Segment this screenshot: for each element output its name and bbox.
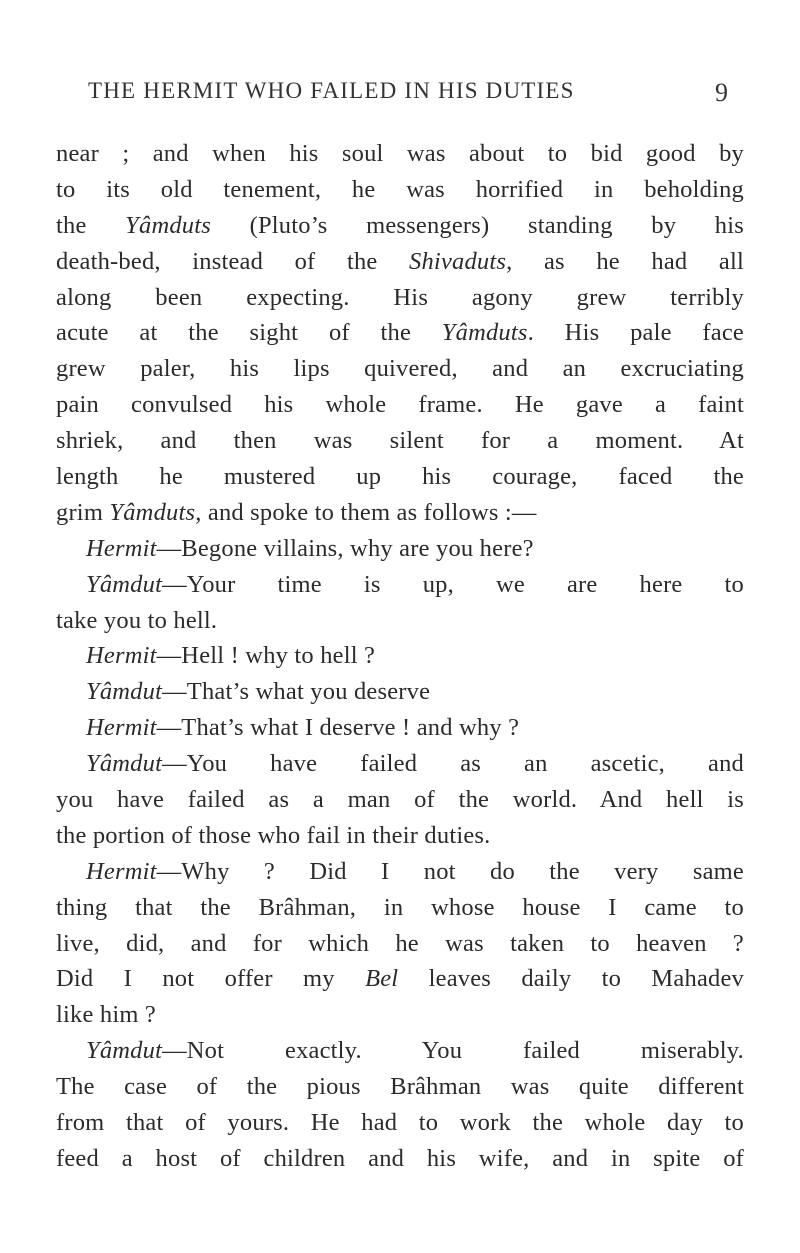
text-line (56, 315, 744, 351)
italic-term: Yâmdut (86, 1037, 163, 1065)
text-segment: , as he had all (506, 247, 744, 275)
italic-term: Bel (365, 965, 399, 993)
italic-term: Yâmdut (86, 750, 163, 778)
text-segment: feed a host of children and his wife, and in spite of (56, 1144, 744, 1172)
running-head (88, 78, 728, 110)
text-segment: leaves daily to Mahadev (398, 965, 744, 993)
text-segment: length he mustered up his courage, faced the (56, 463, 744, 491)
text-segment: thing that the Brâhman, in whose house I came to (56, 893, 744, 921)
text-line (56, 244, 744, 280)
italic-term: Yâmduts (125, 211, 211, 239)
text-line (56, 1105, 744, 1141)
text-line (56, 854, 744, 890)
text-segment: take you to hell. (56, 606, 218, 634)
italic-term: Hermit (86, 534, 157, 562)
text-line (56, 1033, 744, 1069)
text-segment: to its old tenement, he was horrified in beholding (56, 175, 744, 203)
text-line (56, 387, 744, 423)
text-segment: Did I not offer my (56, 965, 366, 993)
text-line (56, 136, 744, 172)
italic-term: Hermit (86, 714, 157, 742)
body-text (56, 136, 744, 1177)
text-segment: —That’s what I deserve ! and why ? (156, 714, 520, 742)
text-line (56, 567, 744, 603)
text-segment: near ; and when his soul was about to bid good by (56, 140, 744, 167)
text-line (56, 1069, 744, 1105)
text-line (56, 603, 744, 639)
text-segment: the (56, 211, 126, 239)
text-segment: like him ? (56, 1001, 156, 1029)
italic-term: Yâmduts (109, 498, 196, 526)
text-line (56, 890, 744, 926)
text-segment: from that of yours. He had to work the whole day to (56, 1109, 744, 1137)
text-segment: The case of the pious Brâhman was quite different (56, 1073, 744, 1101)
italic-term: Yâmdut (86, 678, 163, 706)
text-line (56, 459, 744, 495)
text-line (56, 926, 744, 962)
text-line (56, 531, 744, 567)
text-segment: —You have failed as an ascetic, and (162, 750, 744, 778)
text-line (56, 997, 744, 1033)
text-line (56, 782, 744, 818)
italic-term: Yâmdut (86, 570, 163, 598)
text-segment: . His pale face (527, 319, 745, 347)
text-line (56, 710, 744, 746)
text-segment: shriek, and then was silent for a moment. At (56, 427, 744, 455)
text-segment: —Hell ! why to hell ? (156, 642, 376, 670)
text-line (56, 818, 744, 854)
text-segment: (Pluto’s messengers) standing by his (210, 211, 744, 239)
text-line (56, 351, 744, 387)
text-line (56, 638, 744, 674)
text-segment: you have failed as a man of the world. And hell is (56, 786, 744, 814)
text-line (56, 495, 744, 531)
text-segment: —Begone villains, why are you here? (156, 534, 534, 562)
text-segment: acute at the sight of the (56, 319, 442, 347)
text-line (56, 280, 744, 316)
italic-term: Yâmduts (441, 319, 528, 347)
text-line (56, 746, 744, 782)
text-line (56, 423, 744, 459)
text-segment: —Your time is up, we are here to (162, 570, 744, 598)
text-segment: —That’s what you deserve (162, 678, 431, 706)
italic-term: Shivaduts (409, 247, 507, 275)
text-segment: grim (56, 498, 110, 526)
text-line (56, 961, 744, 997)
text-segment: —Not exactly. You failed miserably. (162, 1037, 744, 1065)
text-segment: , and spoke to them as follows :— (195, 498, 537, 526)
running-title: THE HERMIT WHO FAILED IN HIS DUTIES (88, 78, 575, 103)
page-number: 9 (715, 78, 728, 107)
text-segment: the portion of those who fail in their duties. (56, 821, 491, 849)
text-segment: along been expecting. His agony grew terribly (56, 283, 744, 311)
text-segment: —Why ? Did I not do the very same (156, 857, 744, 885)
text-line (56, 172, 744, 208)
text-segment: death-bed, instead of the (56, 247, 410, 275)
text-line (56, 1141, 744, 1177)
text-line (56, 208, 744, 244)
text-segment: grew paler, his lips quivered, and an excruciating (56, 355, 744, 383)
italic-term: Hermit (86, 857, 157, 885)
italic-term: Hermit (86, 642, 157, 670)
text-segment: live, did, and for which he was taken to heaven ? (56, 929, 744, 957)
text-segment: pain convulsed his whole frame. He gave a faint (56, 391, 744, 419)
text-line (56, 674, 744, 710)
